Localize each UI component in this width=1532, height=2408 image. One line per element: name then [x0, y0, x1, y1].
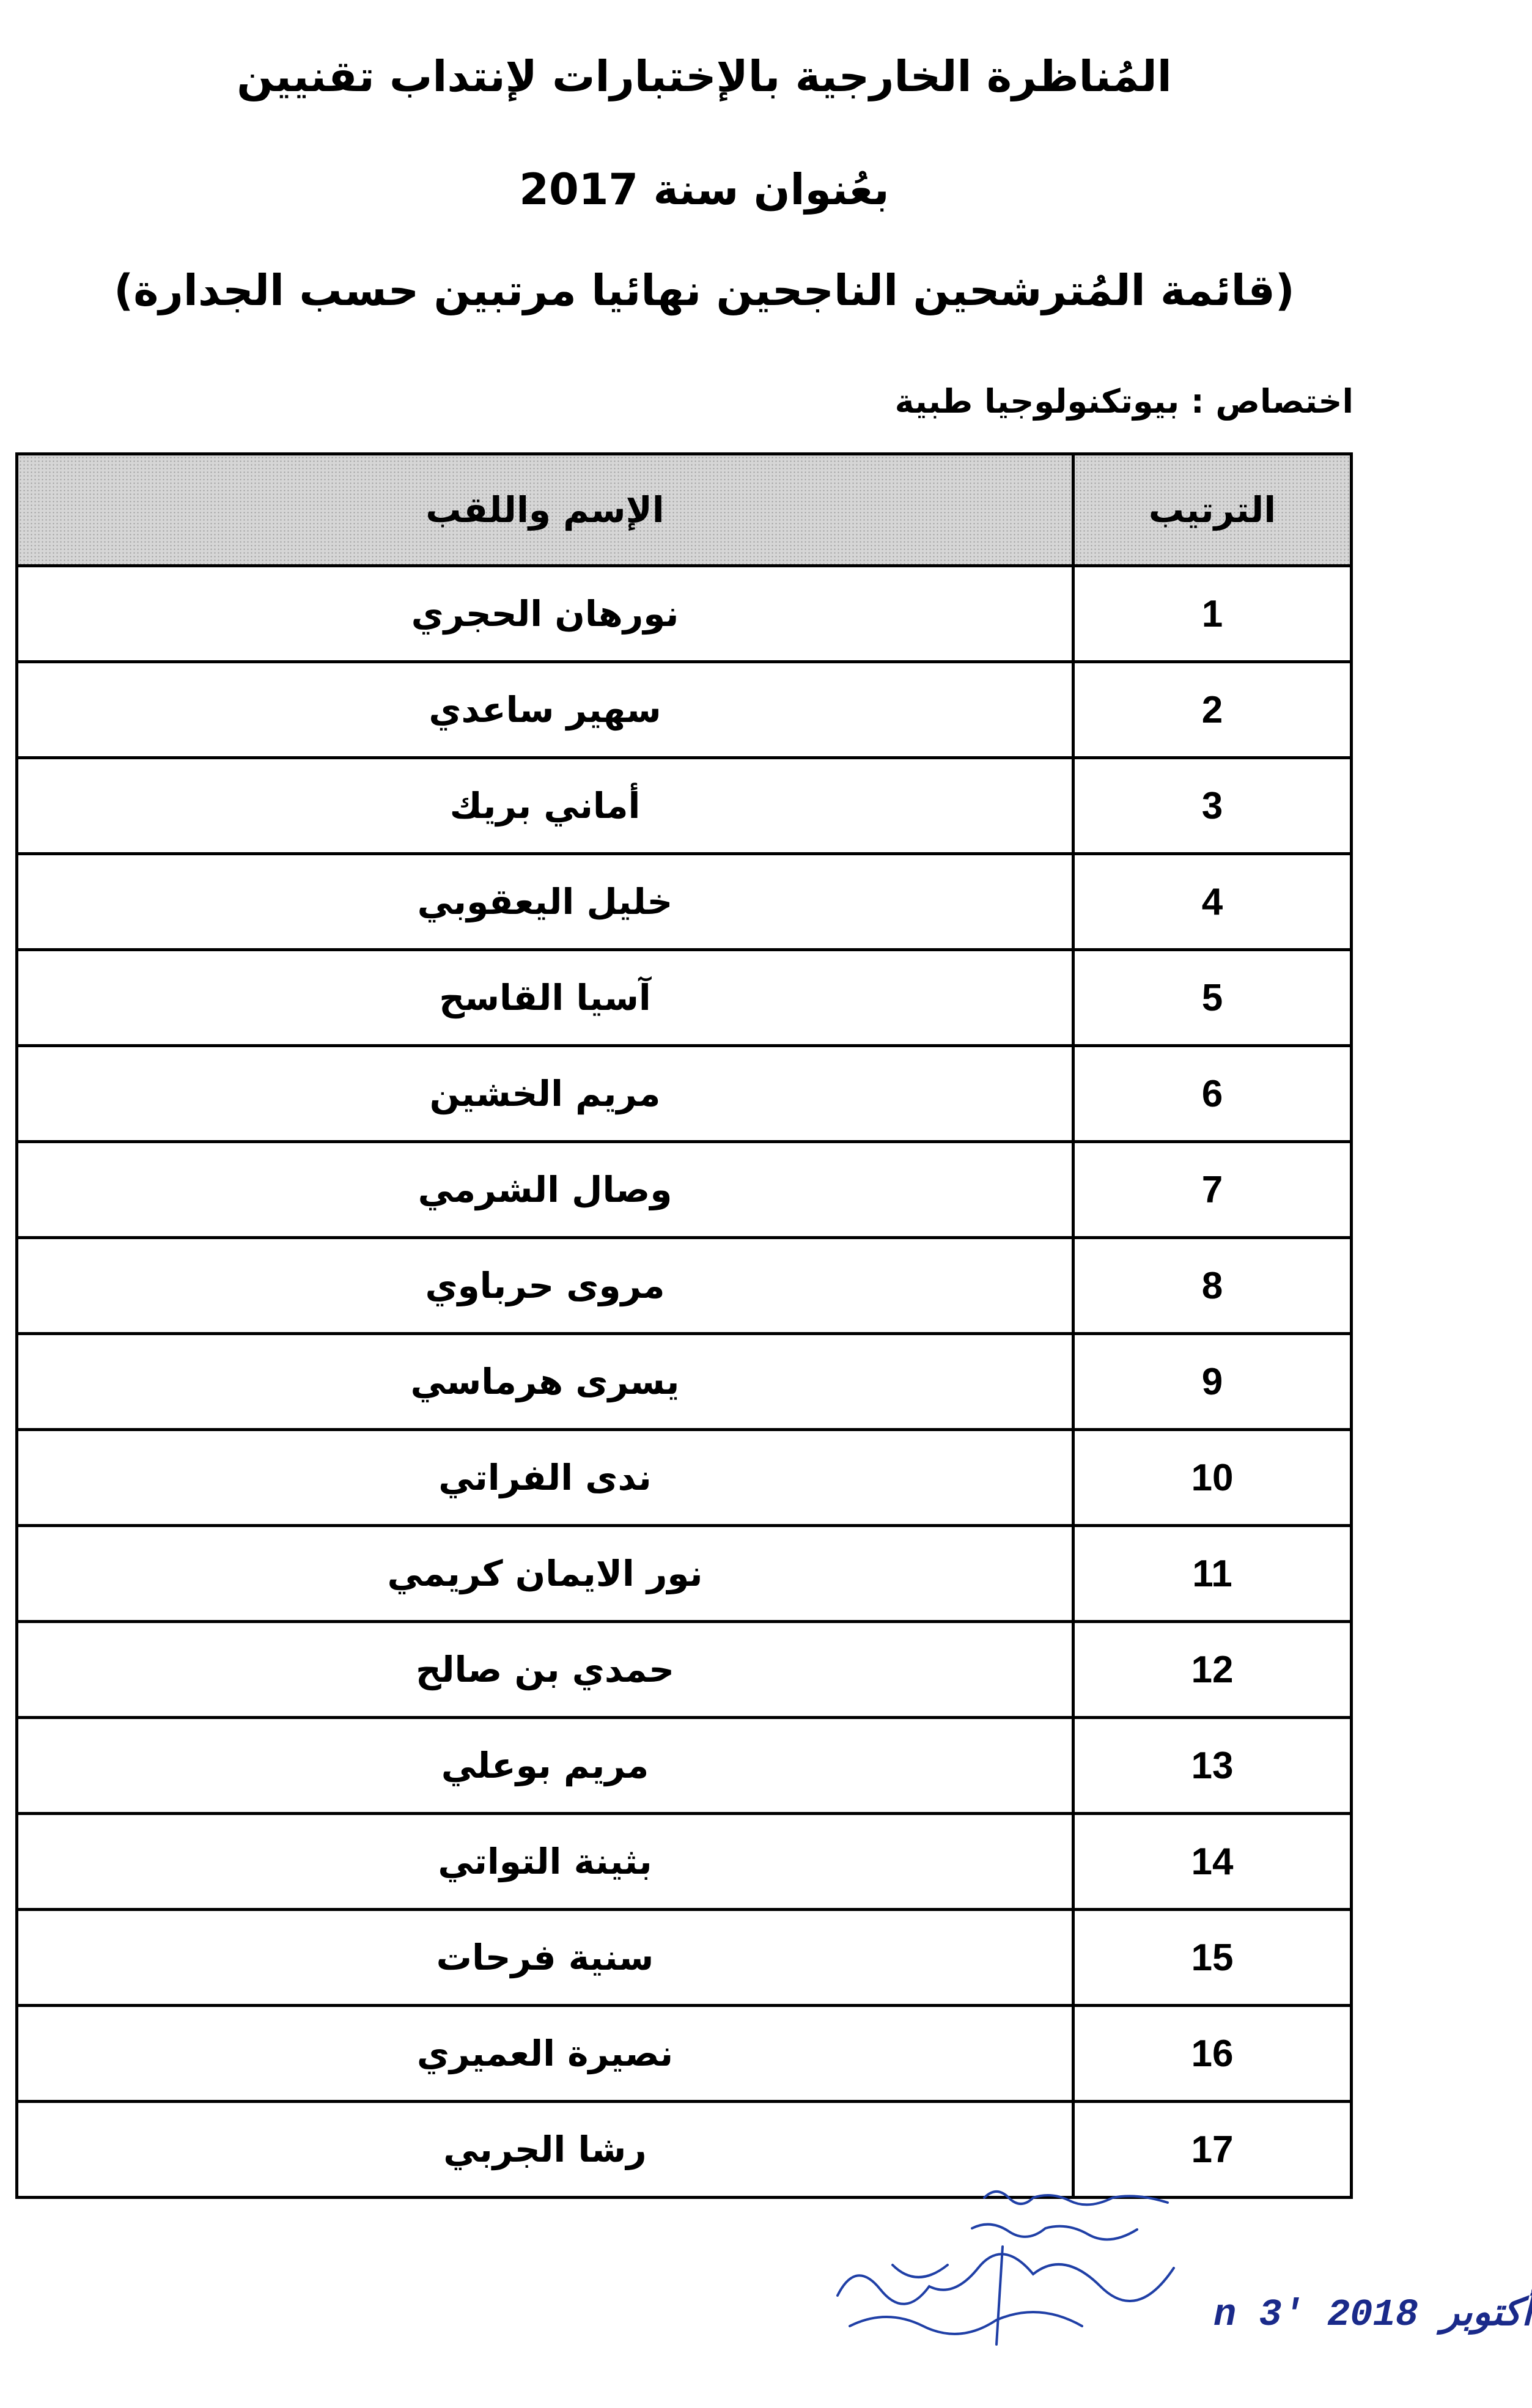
- candidate-name-cell: ندى الفراتي: [17, 1430, 1074, 1526]
- document-subtitle-year: بعُنوان سنة 2017: [519, 164, 889, 215]
- candidate-name-cell: نور الايمان كريمي: [17, 1526, 1074, 1622]
- table-row: [17, 662, 1352, 758]
- table-row: [17, 950, 1352, 1046]
- candidate-name-cell: مريم الخشين: [17, 1046, 1074, 1142]
- table-row: [17, 1622, 1352, 1718]
- candidate-name-cell: نصيرة العميري: [17, 2006, 1074, 2102]
- rank-cell: 17: [1074, 2102, 1352, 2198]
- results-table: [15, 452, 1353, 2199]
- table-header-row: [17, 454, 1352, 566]
- table-row: [17, 1142, 1352, 1238]
- table-row: [17, 1046, 1352, 1142]
- rank-cell: 12: [1074, 1622, 1352, 1718]
- rank-cell: 4: [1074, 854, 1352, 950]
- candidate-name-cell: مريم بوعلي: [17, 1718, 1074, 1814]
- table-row: [17, 1526, 1352, 1622]
- rank-cell: 8: [1074, 1238, 1352, 1334]
- rank-cell: 10: [1074, 1430, 1352, 1526]
- rank-cell: 1: [1074, 566, 1352, 662]
- rank-cell: 5: [1074, 950, 1352, 1046]
- rank-cell: 14: [1074, 1814, 1352, 1910]
- rank-cell: 15: [1074, 1910, 1352, 2006]
- rank-cell: 11: [1074, 1526, 1352, 1622]
- signature-block: [801, 2173, 1217, 2357]
- table-row: [17, 1718, 1352, 1814]
- table-row: [17, 1238, 1352, 1334]
- candidate-name-cell: رشا الجربي: [17, 2102, 1074, 2198]
- candidate-name-cell: سنية فرحات: [17, 1910, 1074, 2006]
- table-row: [17, 1430, 1352, 1526]
- table-row: [17, 1814, 1352, 1910]
- column-header-rank: الترتيب: [1074, 454, 1352, 566]
- candidate-name-cell: مروى حرباوي: [17, 1238, 1074, 1334]
- document-subtitle-list: (قائمة المُترشحين الناجحين نهائيا مرتبين حسب الجدارة): [114, 265, 1295, 315]
- table-row: [17, 758, 1352, 854]
- rank-cell: 16: [1074, 2006, 1352, 2102]
- candidate-name-cell: يسرى هرماسي: [17, 1334, 1074, 1430]
- candidate-name-cell: نورهان الحجري: [17, 566, 1074, 662]
- table-row: [17, 1910, 1352, 2006]
- rank-cell: 6: [1074, 1046, 1352, 1142]
- rank-cell: 2: [1074, 662, 1352, 758]
- table-row: [17, 1334, 1352, 1430]
- candidate-name-cell: بثينة التواتي: [17, 1814, 1074, 1910]
- rank-cell: 3: [1074, 758, 1352, 854]
- candidate-name-cell: أماني بريك: [17, 758, 1074, 854]
- candidate-name-cell: وصال الشرمي: [17, 1142, 1074, 1238]
- document-title: المُناظرة الخارجية بالإختبارات لإنتداب تقنيين: [237, 51, 1172, 101]
- candidate-name-cell: خليل اليعقوبي: [17, 854, 1074, 950]
- candidate-name-cell: حمدي بن صالح: [17, 1622, 1074, 1718]
- rank-cell: 7: [1074, 1142, 1352, 1238]
- handwritten-date-note: n 3' أكتوبر 2018: [1213, 2293, 1532, 2336]
- specialty-label: اختصاص : بيوتكنولوجيا طبية: [894, 382, 1353, 421]
- candidate-name-cell: آسيا القاسح: [17, 950, 1074, 1046]
- rank-cell: 13: [1074, 1718, 1352, 1814]
- table-row: [17, 566, 1352, 662]
- table-row: [17, 854, 1352, 950]
- handwritten-signature: [801, 2173, 1217, 2357]
- table-row: [17, 2006, 1352, 2102]
- rank-cell: 9: [1074, 1334, 1352, 1430]
- column-header-name: الإسم واللقب: [17, 454, 1074, 566]
- candidate-name-cell: سهير ساعدي: [17, 662, 1074, 758]
